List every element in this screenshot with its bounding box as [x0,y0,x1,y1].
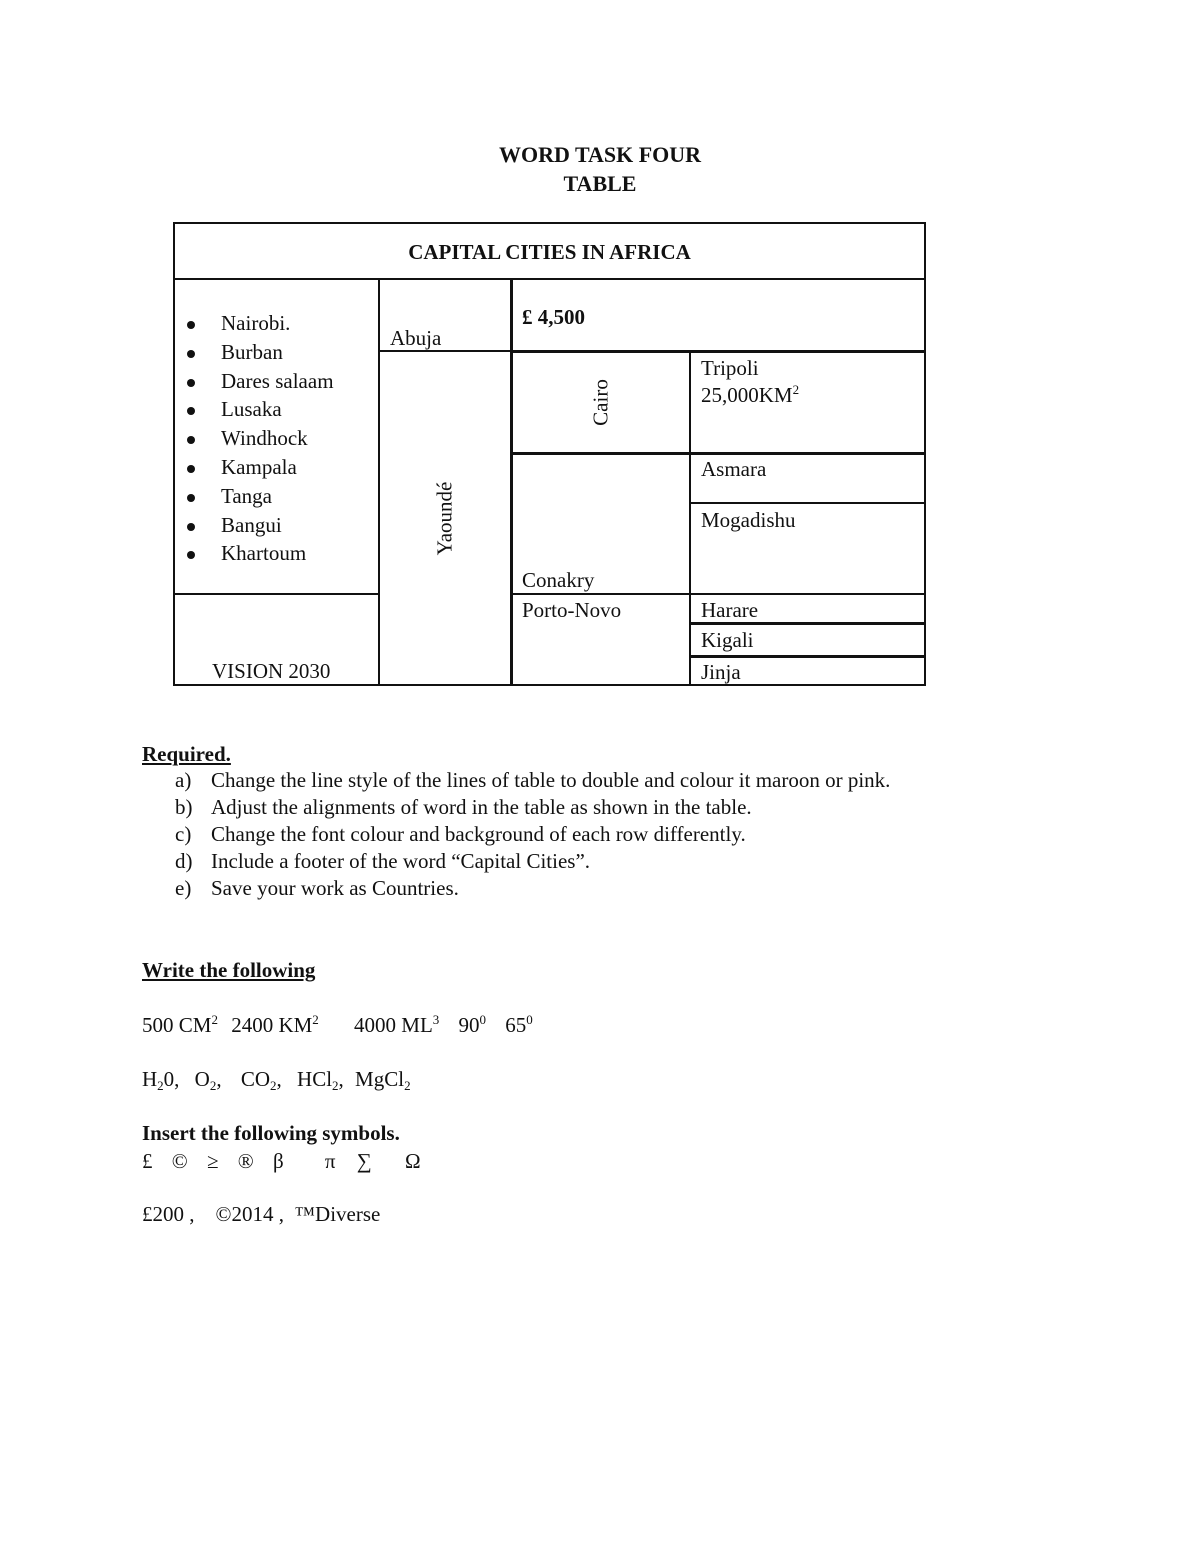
required-heading: Required. [142,742,231,766]
table-border-top [173,222,926,224]
table-divider [689,655,926,658]
symbols-example-line: £200 , ©2014 , ™Diverse [142,1202,381,1226]
units-line: 500 $CM^2$ 2400 $KM^2$ 4000 $ML^3$ $90^0$ $65^0$ [142,1012,533,1037]
chemical-formulas-line: $H_20$, $O_2$, $CO_2$, HCl$_2$, MgCl$_2$ [142,1067,411,1093]
harare-cell: Harare [701,598,759,622]
document-title: WORD TASK FOUR [498,142,702,167]
table-divider [173,278,926,280]
table-divider [510,278,513,686]
list-item: Burban [175,338,334,367]
list-item: a) Change the line style of the lines of table to double and colour it maroon or pink. [175,768,891,792]
symbols-heading: Insert the following symbols. [142,1121,400,1145]
tripoli-area: $25,000KM^2$ [701,382,800,407]
table-divider [510,593,926,595]
table-divider [510,350,926,353]
table-divider [510,452,926,455]
list-item: d) Include a footer of the word “Capital Cities”. [175,849,591,873]
list-item: Dares salaam [175,367,334,396]
table-divider [378,278,380,686]
list-item: Tanga [175,482,334,511]
list-item: Bangui [175,511,334,540]
list-item: e) Save your work as Countries. [175,876,459,900]
asmara-cell: Asmara [701,457,767,481]
document-subtitle: TABLE [563,171,637,196]
bullet-icon [187,494,195,502]
cairo-cell: Cairo [588,379,613,426]
bullet-icon [187,523,195,531]
list-item: c) Change the font colour and background of each row differently. [175,822,746,846]
list-item: b) Adjust the alignments of word in the table as shown in the table. [175,795,752,819]
yaounde-cell: Yaoundé [432,481,457,556]
table-divider [689,351,691,686]
city-bullet-list [175,309,334,568]
kigali-cell: Kigali [701,628,754,652]
porto-novo-cell: Porto-Novo [522,598,622,622]
mogadishu-cell: Mogadishu [701,508,796,532]
bullet-icon [187,436,195,444]
list-item: Windhock [175,424,334,453]
table-divider [689,502,926,504]
jinja-cell: Jinja [701,660,741,684]
table-header: CAPITAL CITIES IN AFRICA [408,240,691,264]
abuja-cell: Abuja [390,326,442,350]
bullet-icon [187,350,195,358]
list-item: Lusaka [175,395,334,424]
bullet-icon [187,407,195,415]
pound-value-cell: £ 4,500 [522,305,585,329]
table-border-bottom [173,684,926,686]
table-divider [173,593,380,595]
conakry-cell: Conakry [522,568,595,592]
vision-cell: VISION 2030 [212,659,331,683]
list-item: Kampala [175,453,334,482]
bullet-icon [187,379,195,387]
list-item: Nairobi. [175,309,334,338]
capital-cities-table [0,0,1200,700]
symbols-line: £ © ≥ ® β π ∑ Ω [142,1149,421,1173]
list-item: Khartoum [175,539,334,568]
tripoli-cell: Tripoli [701,356,759,380]
bullet-icon [187,321,195,329]
bullet-icon [187,465,195,473]
bullet-icon [187,551,195,559]
required-list [142,767,890,902]
write-heading: Write the following [142,958,316,982]
